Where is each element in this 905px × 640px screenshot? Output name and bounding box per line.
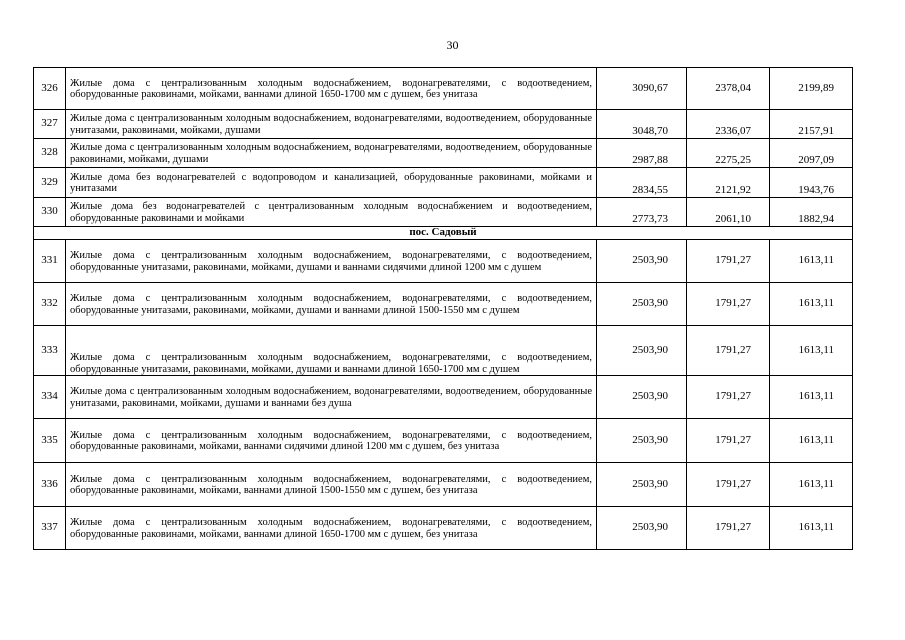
row-value-1: 2834,55 <box>597 168 687 198</box>
row-value-2: 2378,04 <box>687 68 770 110</box>
row-description: Жилые дома без водонагревателей с водопроводом и канализацией, оборудованные раковинами, мойками и унитазами <box>66 168 597 198</box>
row-value-3: 1613,11 <box>770 507 853 550</box>
row-number: 326 <box>34 68 66 110</box>
row-value-3: 1613,11 <box>770 283 853 326</box>
row-number: 327 <box>34 110 66 139</box>
row-description: Жилые дома с централизованным холодным водоснабжением, водонагревателями, с водоотведением, оборудованные унитазами, раковинами, мойками, душами и ваннами длиной 1500-1550 мм с душем <box>66 283 597 326</box>
row-value-2: 1791,27 <box>687 376 770 419</box>
table-row <box>34 240 853 283</box>
row-number: 329 <box>34 168 66 198</box>
table-row <box>34 419 853 463</box>
row-value-1: 2503,90 <box>597 240 687 283</box>
section-header-row <box>34 227 853 240</box>
row-number: 334 <box>34 376 66 419</box>
row-number: 336 <box>34 463 66 507</box>
row-value-2: 1791,27 <box>687 283 770 326</box>
row-value-1: 2503,90 <box>597 283 687 326</box>
row-description: Жилые дома с централизованным холодным водоснабжением, водонагревателями, с водоотведением, оборудованные раковинами, мойками, ваннами длиной 1650-1700 мм с душем, без унитаза <box>66 68 597 110</box>
row-value-2: 2121,92 <box>687 168 770 198</box>
row-value-3: 1613,11 <box>770 463 853 507</box>
table-row <box>34 198 853 227</box>
row-value-3: 1613,11 <box>770 240 853 283</box>
row-value-1: 2503,90 <box>597 507 687 550</box>
row-value-2: 1791,27 <box>687 507 770 550</box>
row-value-1: 2773,73 <box>597 198 687 227</box>
row-description: Жилые дома с централизованным холодным водоснабжением, водонагревателями, с водоотведением, оборудованные раковинами, мойками, ваннами длиной 1500-1550 мм с душем, без унитаза <box>66 463 597 507</box>
table-row <box>34 139 853 168</box>
tariff-table <box>33 67 853 550</box>
table-row <box>34 463 853 507</box>
row-value-3: 1882,94 <box>770 198 853 227</box>
row-value-1: 2503,90 <box>597 463 687 507</box>
row-value-1: 2503,90 <box>597 419 687 463</box>
row-number: 328 <box>34 139 66 168</box>
row-value-2: 1791,27 <box>687 463 770 507</box>
row-value-1: 2987,88 <box>597 139 687 168</box>
row-value-1: 2503,90 <box>597 376 687 419</box>
row-value-2: 1791,27 <box>687 326 770 376</box>
row-value-1: 2503,90 <box>597 326 687 376</box>
row-description: Жилые дома с централизованным холодным водоснабжением, водонагревателями, водоотведением, оборудованные раковинами, мойками, душами <box>66 139 597 168</box>
section-title: пос. Садовый <box>34 227 853 240</box>
row-value-3: 2157,91 <box>770 110 853 139</box>
row-value-3: 1613,11 <box>770 326 853 376</box>
row-description: Жилые дома с централизованным холодным водоснабжением, водонагревателями, с водоотведением, оборудованные унитазами, раковинами, мойками, душами и ваннами сидячими длиной 1200 мм с душем <box>66 240 597 283</box>
table-row <box>34 326 853 376</box>
row-value-3: 2199,89 <box>770 68 853 110</box>
row-value-3: 1613,11 <box>770 376 853 419</box>
table-row <box>34 110 853 139</box>
row-description: Жилые дома без водонагревателей с централизованным холодным водоснабжением и водоотведением, оборудованные раковинами и мойками <box>66 198 597 227</box>
row-value-3: 1943,76 <box>770 168 853 198</box>
page-number: 30 <box>446 38 459 52</box>
row-number: 332 <box>34 283 66 326</box>
row-number: 333 <box>34 326 66 376</box>
table-row <box>34 68 853 110</box>
row-value-3: 1613,11 <box>770 419 853 463</box>
row-number: 335 <box>34 419 66 463</box>
row-value-3: 2097,09 <box>770 139 853 168</box>
row-value-1: 3090,67 <box>597 68 687 110</box>
table-row <box>34 507 853 550</box>
row-description: Жилые дома с централизованным холодным водоснабжением, водонагревателями, водоотведением, оборудованные унитазами, раковинами, мойками, душами и ваннами без душа <box>66 376 597 419</box>
row-description: Жилые дома с централизованным холодным водоснабжением, водонагревателями, водоотведением, оборудованные унитазами, раковинами, мойками, душами <box>66 110 597 139</box>
table-row <box>34 283 853 326</box>
row-number: 331 <box>34 240 66 283</box>
row-value-2: 2336,07 <box>687 110 770 139</box>
row-value-2: 2275,25 <box>687 139 770 168</box>
row-value-2: 2061,10 <box>687 198 770 227</box>
row-description: Жилые дома с централизованным холодным водоснабжением, водонагревателями, с водоотведением, оборудованные раковинами, мойками, ваннами сидячими длиной 1200 мм с душем, без унитаза <box>66 419 597 463</box>
row-number: 337 <box>34 507 66 550</box>
row-value-1: 3048,70 <box>597 110 687 139</box>
table-row <box>34 376 853 419</box>
row-description: Жилые дома с централизованным холодным водоснабжением, водонагревателями, с водоотведением, оборудованные раковинами, мойками, ваннами длиной 1650-1700 мм с душем, без унитаза <box>66 507 597 550</box>
row-value-2: 1791,27 <box>687 419 770 463</box>
table-row <box>34 168 853 198</box>
row-value-2: 1791,27 <box>687 240 770 283</box>
row-description: Жилые дома с централизованным холодным водоснабжением, водонагревателями, с водоотведением, оборудованные унитазами, раковинами, мойками, душами и ваннами длиной 1650-1700 мм с душем <box>66 326 597 376</box>
row-number: 330 <box>34 198 66 227</box>
